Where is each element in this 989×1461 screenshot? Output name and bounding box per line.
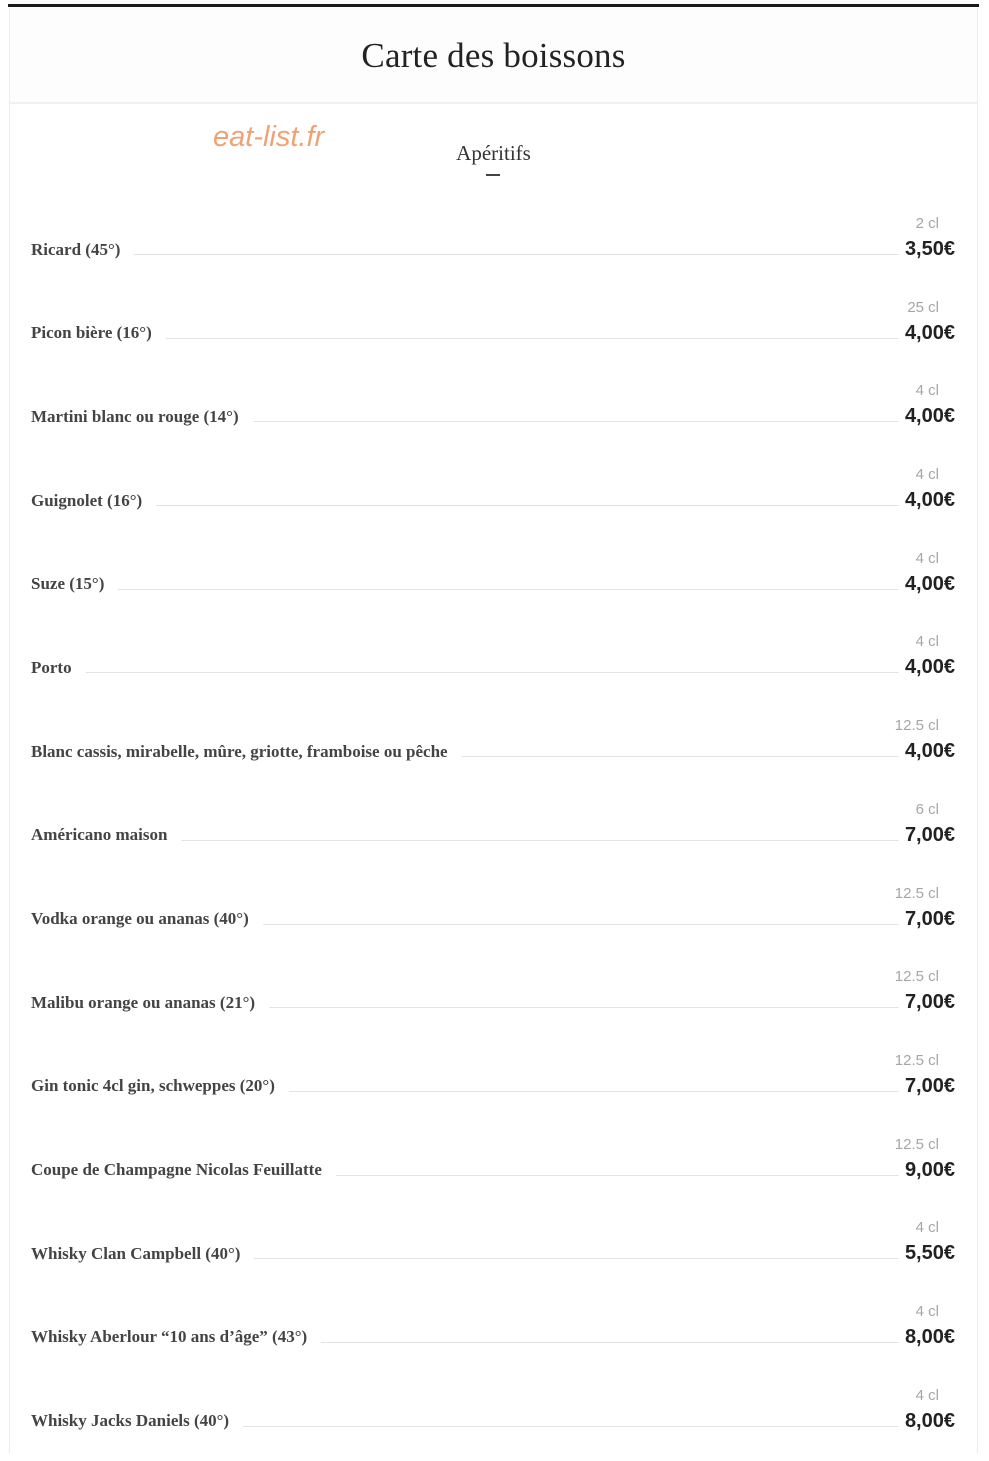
item-price: 7,00€	[904, 823, 955, 846]
item-volume: 6 cl	[915, 800, 939, 818]
menu-item	[10, 708, 977, 792]
menu-header	[10, 8, 977, 104]
item-price: 5,50€	[904, 1242, 955, 1265]
item-price: 4,00€	[904, 656, 955, 679]
leader-line	[269, 1007, 899, 1008]
section-title: Apéritifs	[456, 141, 531, 165]
menu-item	[10, 1378, 977, 1461]
item-volume: 12.5 cl	[894, 717, 939, 735]
leader-line	[181, 840, 898, 841]
menu-item	[10, 1127, 977, 1211]
top-rule	[8, 4, 979, 7]
item-volume: 4 cl	[915, 1302, 939, 1320]
item-volume: 4 cl	[915, 466, 939, 484]
menu-item	[10, 624, 977, 708]
menu-item	[10, 206, 977, 290]
item-volume: 25 cl	[907, 298, 939, 316]
item-name: Whisky Jacks Daniels (40°)	[31, 1411, 230, 1431]
menu-item	[10, 541, 977, 625]
item-volume: 4 cl	[915, 549, 939, 567]
menu-item	[10, 1043, 977, 1127]
item-volume: 4 cl	[915, 1386, 939, 1404]
leader-line	[253, 421, 899, 422]
leader-line	[263, 924, 899, 925]
item-name: Suze (15°)	[31, 574, 105, 594]
item-price: 4,00€	[904, 405, 955, 428]
item-name: Martini blanc ou rouge (14°)	[31, 406, 239, 426]
item-volume: 4 cl	[915, 633, 939, 651]
item-volume: 12.5 cl	[894, 1135, 939, 1153]
item-price: 7,00€	[904, 1074, 955, 1097]
leader-line	[118, 589, 899, 590]
item-price: 7,00€	[904, 907, 955, 930]
menu-list	[10, 206, 977, 1461]
watermark: eat-list.fr	[213, 121, 325, 153]
menu-item	[10, 959, 977, 1043]
item-name: Ricard (45°)	[31, 239, 121, 259]
item-price: 9,00€	[904, 1158, 955, 1181]
item-name: Coupe de Champagne Nicolas Feuillatte	[31, 1160, 322, 1180]
item-name: Whisky Clan Campbell (40°)	[31, 1243, 241, 1263]
menu-item	[10, 290, 977, 374]
menu-item	[10, 1294, 977, 1378]
leader-line	[254, 1258, 899, 1259]
section-divider	[486, 174, 500, 176]
leader-line	[462, 756, 899, 757]
menu-item	[10, 876, 977, 960]
item-name: Whisky Aberlour “10 ans d’âge” (43°)	[31, 1327, 308, 1347]
item-name: Malibu orange ou ananas (21°)	[31, 992, 256, 1012]
item-price: 7,00€	[904, 991, 955, 1014]
leader-line	[134, 254, 899, 255]
item-price: 3,50€	[904, 238, 955, 260]
item-name: Américano maison	[31, 825, 168, 845]
item-price: 8,00€	[904, 1409, 955, 1432]
item-volume: 12.5 cl	[894, 1051, 939, 1069]
leader-line	[86, 672, 899, 673]
leader-line	[156, 505, 899, 506]
menu-item	[10, 457, 977, 541]
leader-line	[289, 1091, 899, 1092]
menu-item	[10, 373, 977, 457]
item-volume: 12.5 cl	[894, 884, 939, 902]
item-volume: 2 cl	[915, 215, 939, 232]
item-name: Gin tonic 4cl gin, schweppes (20°)	[31, 1076, 275, 1096]
leader-line	[336, 1175, 899, 1176]
drinks-menu-card	[9, 8, 978, 1453]
leader-line	[321, 1342, 899, 1343]
leader-line	[166, 338, 899, 339]
menu-item	[10, 1210, 977, 1294]
item-name: Blanc cassis, mirabelle, mûre, griotte, framboise ou pêche	[31, 741, 448, 761]
item-name: Vodka orange ou ananas (40°)	[31, 909, 249, 928]
item-name: Picon bière (16°)	[31, 323, 152, 343]
item-name: Porto	[31, 657, 72, 677]
page-title: Carte des boissons	[361, 36, 626, 75]
menu-item	[10, 792, 977, 876]
item-price: 4,00€	[904, 572, 955, 595]
item-price: 8,00€	[904, 1325, 955, 1348]
item-volume: 4 cl	[915, 1219, 939, 1237]
item-price: 4,00€	[904, 489, 955, 512]
item-volume: 4 cl	[915, 382, 939, 400]
item-volume: 12.5 cl	[894, 968, 939, 986]
item-price: 4,00€	[904, 740, 955, 763]
item-price: 4,00€	[904, 321, 955, 344]
leader-line	[243, 1426, 899, 1427]
item-name: Guignolet (16°)	[31, 490, 143, 510]
